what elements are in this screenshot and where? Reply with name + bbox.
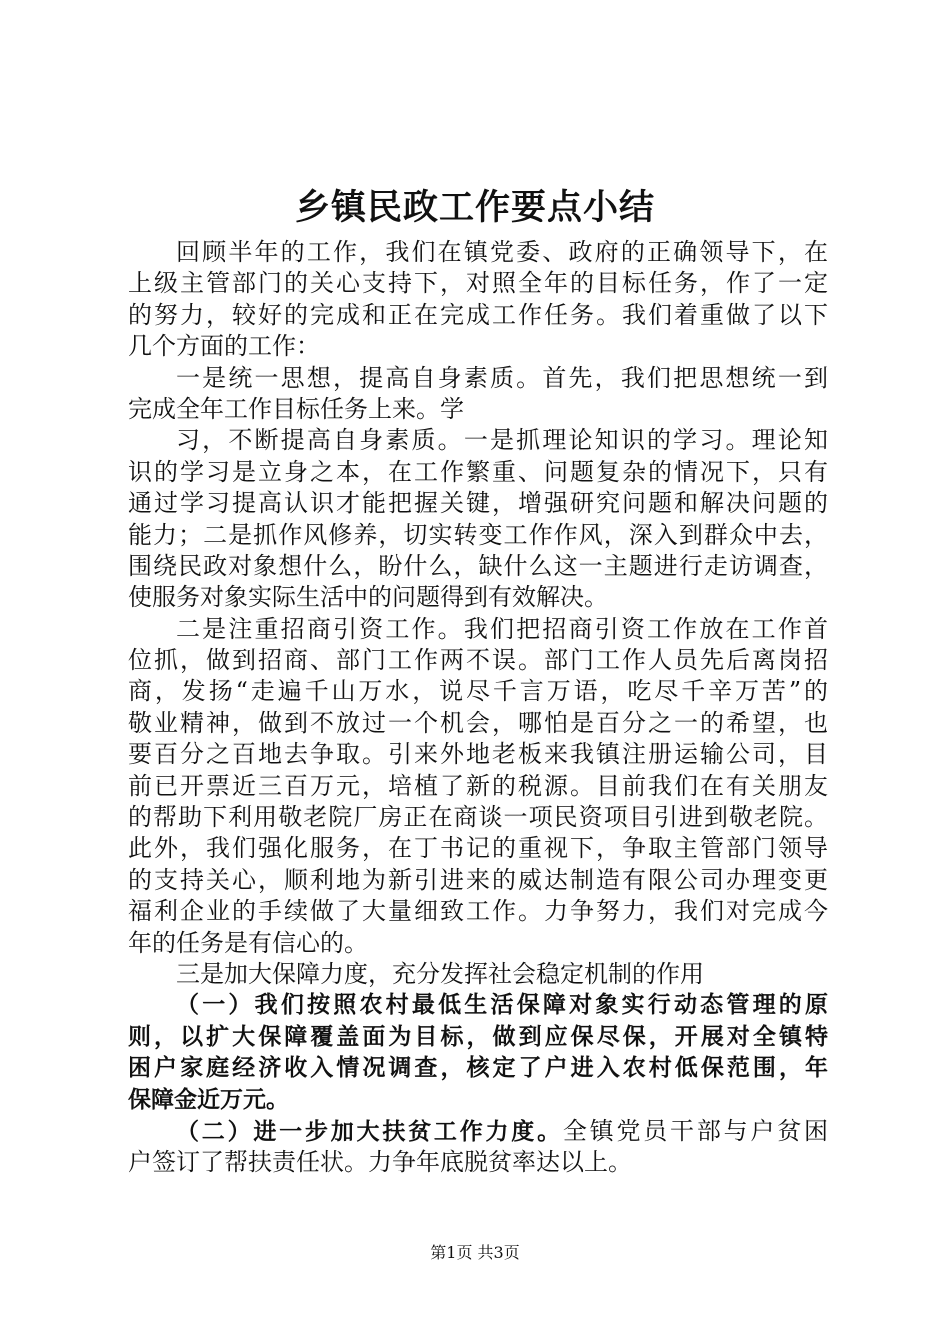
paragraph-line: 通过学习提高认识才能把握关键，增强研究问题和解决问题的 [128, 489, 828, 518]
paragraph-line: 完成全年工作目标任务上来。学 [128, 394, 464, 423]
paragraph-line: 敬业精神，做到不放过一个机会，哪怕是百分之一的希望，也 [128, 708, 828, 737]
text-run: 全镇党员干部与户贫困 [562, 1116, 828, 1145]
paragraph-line: 则，以扩大保障覆盖面为目标，做到应保尽保，开展对全镇特 [128, 1023, 828, 1050]
paragraph-line: 户签订了帮扶责任状。力争年底脱贫率达以上。 [128, 1148, 632, 1177]
paragraph-line: 回顾半年的工作，我们在镇党委、政府的正确领导下，在 [176, 238, 828, 266]
paragraph-line: 上级主管部门的关心支持下，对照全年的目标任务，作了一定 [128, 269, 828, 298]
document-body [128, 237, 828, 1179]
paragraph-line: 困户家庭经济收入情况调查，核定了户进入农村低保范围，年 [128, 1055, 828, 1082]
paragraph-line: 保障金近万元。 [128, 1086, 289, 1113]
paragraph-line: 围绕民政对象想什么，盼什么，缺什么这一主题进行走访调查， [128, 551, 828, 580]
paragraph-line: 此外，我们强化服务，在丁书记的重视下，争取主管部门领导 [128, 834, 828, 863]
paragraph-line: 前已开票近三百万元，培植了新的税源。目前我们在有关朋友 [128, 771, 828, 800]
paragraph-line: 使服务对象实际生活中的问题得到有效解决。 [128, 583, 608, 612]
paragraph-line: 一是统一思想，提高自身素质。首先，我们把思想统一到 [176, 363, 828, 392]
paragraph-line: 习，不断提高自身素质。一是抓理论知识的学习。理论知 [176, 426, 828, 455]
paragraph-line: 福利企业的手续做了大量细致工作。力争努力，我们对完成今 [128, 897, 828, 926]
paragraph-line: 商，发扬“走遍千山万水，说尽千言万语，吃尽千辛万苦”的 [128, 677, 828, 706]
paragraph-line: 二是注重招商引资工作。我们把招商引资工作放在工作首 [176, 614, 828, 643]
paragraph-line: 三是加大保障力度，充分发挥社会稳定机制的作用 [176, 959, 704, 988]
paragraph-line: 的努力，较好的完成和正在完成工作任务。我们着重做了以下 [128, 300, 828, 329]
paragraph-line: 识的学习是立身之本，在工作繁重、问题复杂的情况下，只有 [128, 457, 828, 486]
bold-heading-run: （二）进一步加大扶贫工作力度。 [176, 1118, 563, 1145]
paragraph-line: 的帮助下利用敬老院厂房正在商谈一项民资项目引进到敬老院。 [128, 803, 828, 832]
paragraph-line: 几个方面的工作： [128, 332, 320, 361]
paragraph-line: 能力；二是抓作风修养，切实转变工作作风，深入到群众中去， [128, 520, 828, 549]
paragraph-line: 位抓，做到招商、部门工作两不误。部门工作人员先后离岗招 [128, 646, 828, 675]
paragraph-line: 的支持关心，顺利地为新引进来的威达制造有限公司办理变更 [128, 865, 828, 894]
document-title: 乡镇民政工作要点小结 [294, 188, 655, 228]
paragraph-line: 要百分之百地去争取。引来外地老板来我镇注册运输公司，目 [128, 740, 828, 769]
paragraph-line: （一）我们按照农村最低生活保障对象实行动态管理的原 [176, 992, 828, 1019]
paragraph-line: 年的任务是有信心的。 [128, 928, 368, 957]
paragraph-line-mixed [128, 1116, 828, 1147]
page-footer: 第1页 共3页 [430, 1243, 520, 1262]
